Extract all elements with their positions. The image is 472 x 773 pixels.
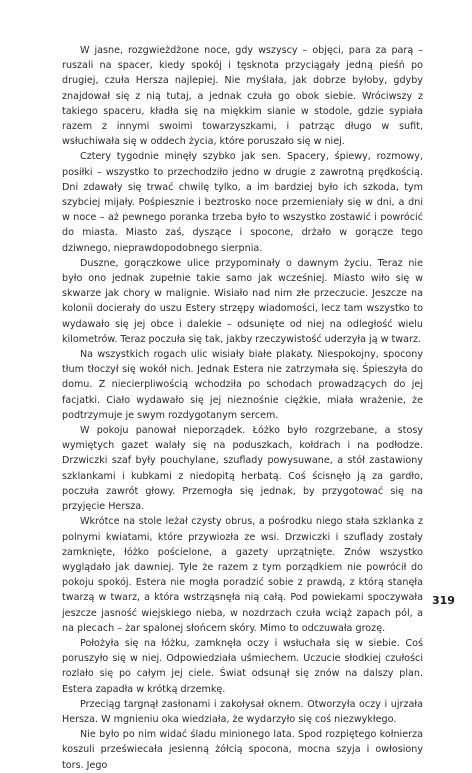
- page-number: 319: [432, 594, 455, 607]
- paragraph: Nie było po nim widać śladu minionego lata. Spod rozpiętego kołnierza koszuli przeświecała jesienną żółcią spocona, mocna szyja i owłosiony tors. Jego: [62, 729, 423, 771]
- paragraph: Cztery tygodnie minęły szybko jak sen. Spacery, śpiewy, rozmowy, posiłki – wszystko to przechodziło jedno w drugie z zawrotną prędkością. Dni zdawały się trwać chwilę tylko, a im bardziej było ich szkoda, tym szybciej mijały. Pośpiesznie i beztrosko noce przemieniały się w dni, a dni w noce – aż pewnego poranka trzeba było to wszystko zostawić i powrócić do miasta. Miasto zaś, dyszące i spocone, drżało w gorącze tego dziwnego, nieprawdopodobnego sierpnia.: [62, 151, 423, 254]
- paragraph: Przeciąg targnął zasłonami i zakołysał oknem. Otworzyła oczy i ujrzała Hersza. W mgnieniu oka wiedziała, że wydarzyło się coś niezwykłego.: [62, 698, 423, 725]
- paragraph: W pokoju panował nieporządek. Łóżko było rozgrzebane, a stosy wymiętych gazet walały się na poduszkach, kołdrach i na podłodze. Drzwiczki szaf były pouchylane, szuflady powysuwane, a stół zastawiony szklankami i kubkami z niedopitą herbatą. Coś ścisnęło ją za gardło, poczuła zawrót głowy. Przemogła się jednak, by przygotować się na przyjęcie Hersza.: [62, 425, 423, 513]
- paragraph: Położyła się na łóżku, zamknęła oczy i wsłuchała się w siebie. Coś poruszyło się w niej. Odpowiedziała uśmiechem. Uczucie słodkiej czułości rozlało się po całym jej ciele. Świat odsunął się znów na dalszy plan. Estera zapadła w krótką drzemkę.: [62, 637, 423, 695]
- body-text: [62, 43, 423, 773]
- paragraph: Na wszystkich rogach ulic wisiały białe plakaty. Niespokojny, spocony tłum tłoczył się wokół nich. Jednak Estera nie zatrzymała się. Śpieszyła do domu. Z niecierpliwością wchodziła po schodach prowadzących do jej facjatki. Ciało wydawało się jej nieznośnie ciężkie, miała wrażenie, że podtrzymuje je swym rozdygotanym sercem.: [62, 349, 423, 421]
- paragraph: Duszne, gorączkowe ulice przypominały o dawnym życiu. Teraz nie było ono jednak zupełnie takie samo jak wcześniej. Miasto wiło się w skwarze jak chory w malignie. Wisiało nad nim złe przeczucie. Jeszcze na kolonii docierały do uszu Estery strzępy wiadomości, lecz tam wszystko to wydawało się jej obce i dalekie – odsunięte od niej na odległość wielu kilometrów. Teraz poczuła się tak, jakby rzeczywistość uderzyła ją w twarz.: [62, 257, 423, 345]
- paragraph: W jasne, rozgwieżdżone noce, gdy wszyscy – objęci, para za parą – ruszali na spacer, kiedy spokój i tęsknota przyciągały jedną pieśń po drugiej, czuła Hersza najlepiej. Nie myślała, jak dobrze byłoby, gdyby znajdował się z nią tutaj, a jednak czuła go obok siebie. Wróciwszy z takiego spaceru, kładła się na miękkim sianie w stodole, gdzie sypiała razem z innymi swoimi towarzyszkami, i patrząc długo w sufit, wsłuchiwała się w oddech życia, które poruszało się w niej.: [62, 45, 423, 148]
- paragraph: Wkrótce na stole leżał czysty obrus, a pośrodku niego stała szklanka z polnymi kwiatami, które przywiozła ze wsi. Drzwiczki i szuflady zostały zamknięte, łóżko pościelone, a gazety uprzątnięte. Znów wszystko wyglądało jak dawniej. Tyle że razem z tym porządkiem nie powrócił do pokoju spokój. Estera nie mogła poradzić sobie z prawdą, z którą stanęła twarzą w twarz, a która wstrząsnęła nią całą. Pod powiekami spoczywała jeszcze jasność wiejskiego nieba, w nozdrzach czuła wciąż zapach pól, a na plecach – żar spalonej słońcem skóry. Mimo to odczuwała grozę.: [62, 516, 423, 634]
